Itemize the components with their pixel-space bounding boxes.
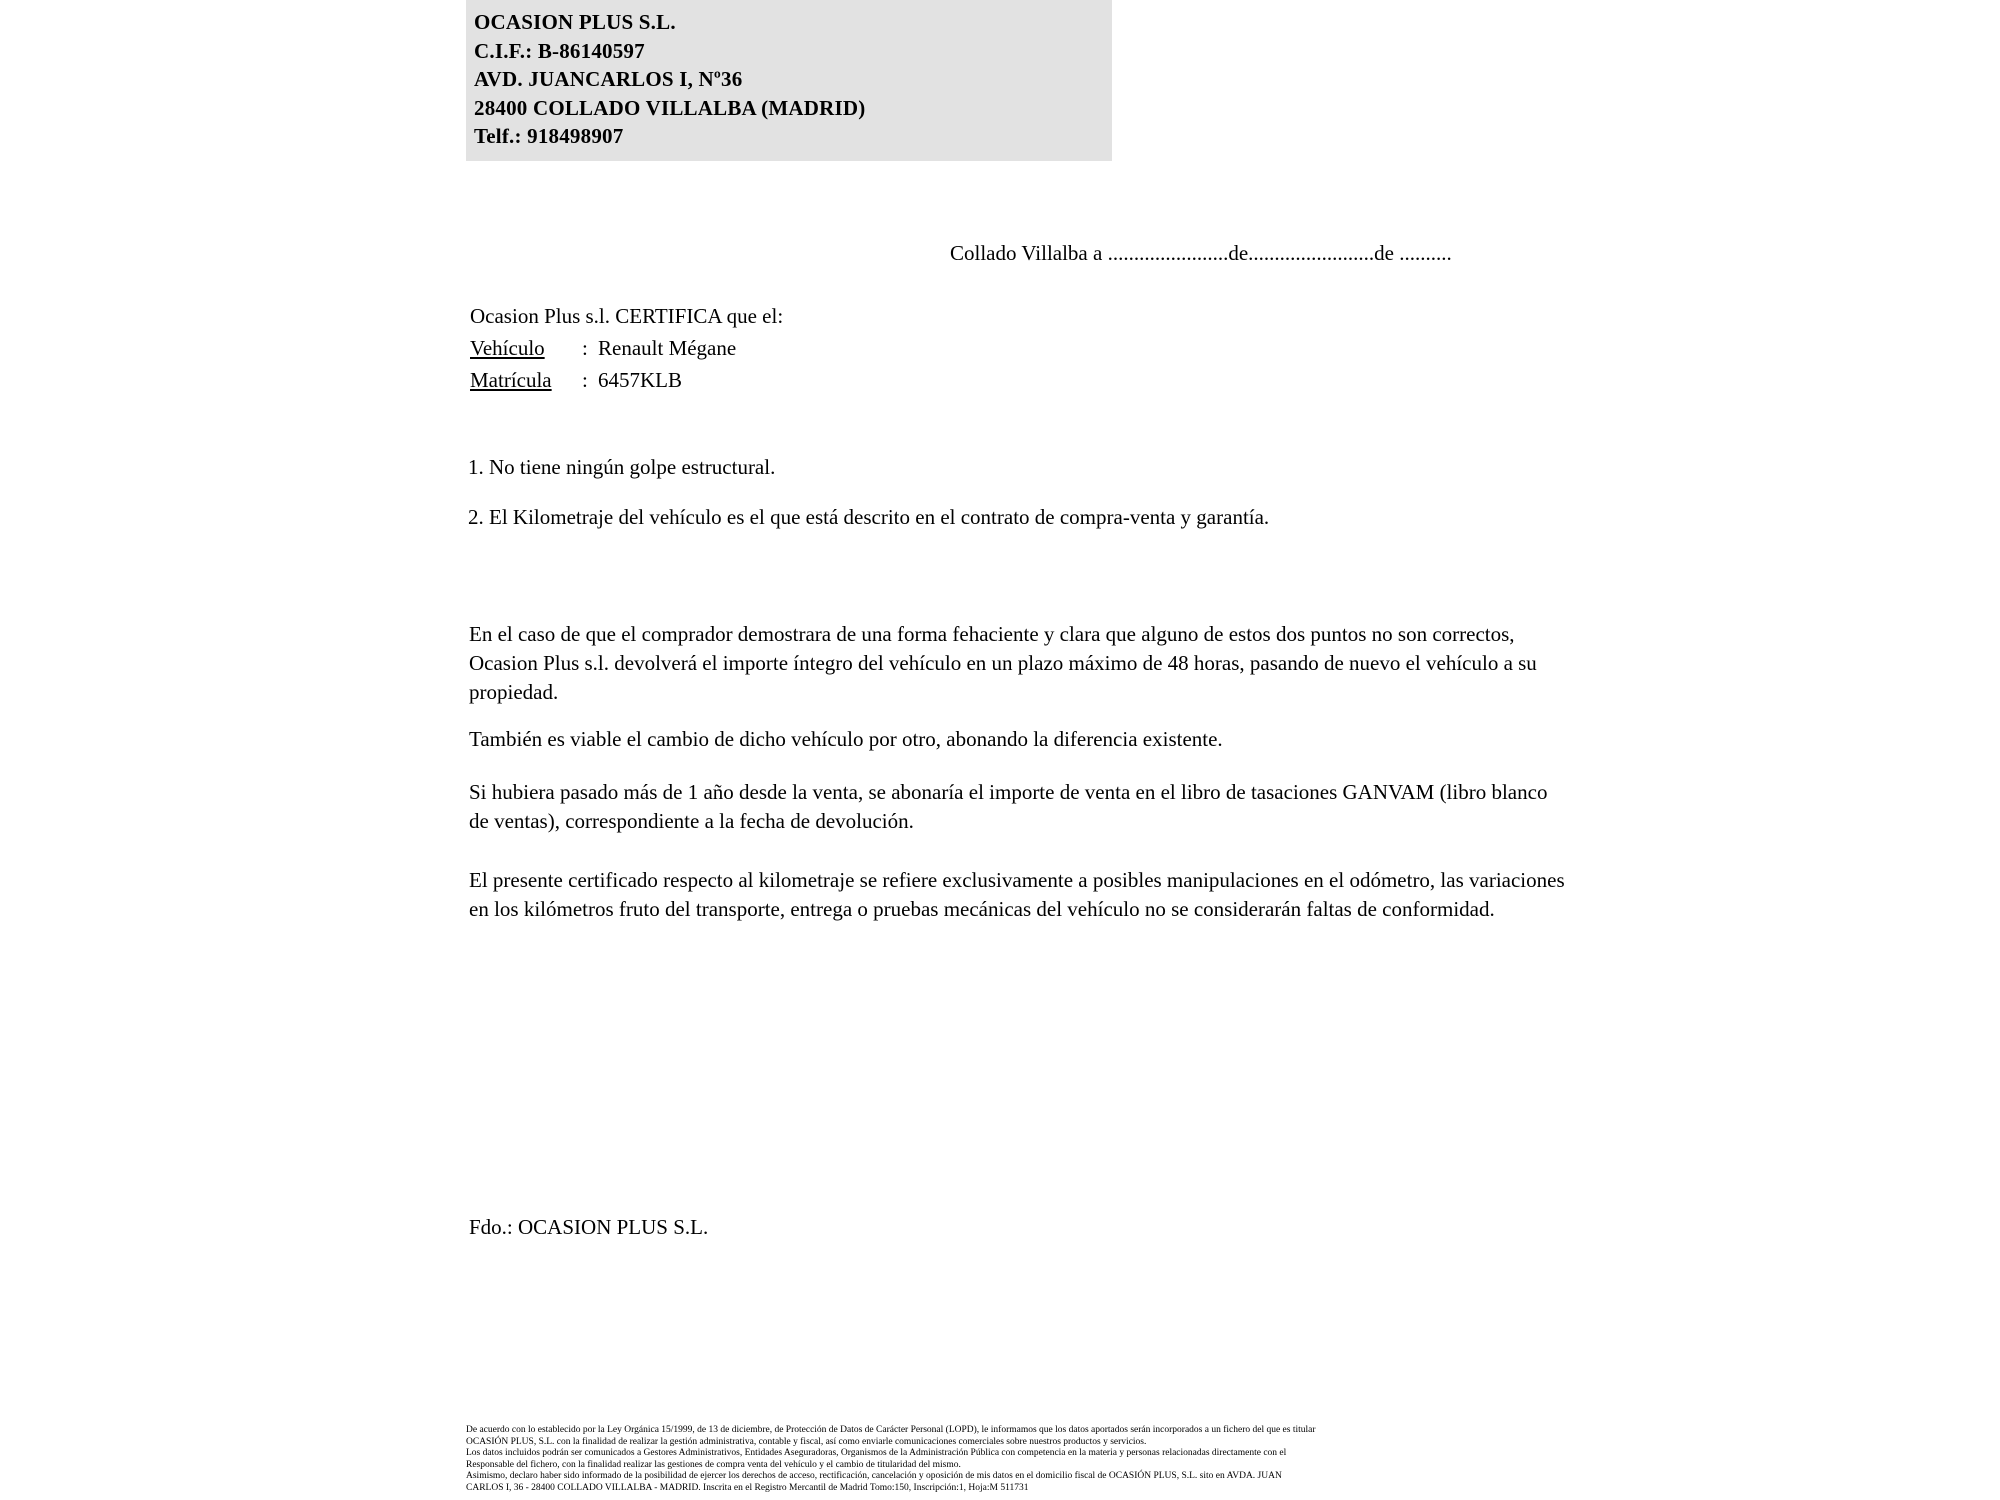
legal-line-5: Asimismo, declaro haber sido informado de la posibilidad de ejercer los derechos de acceso, rectificación, cancelación y oposición de mis datos en el domicilio fiscal de OCASIÓN PLUS, S.L. sito en AVDA. JUAN: [466, 1471, 1282, 1482]
legal-line-2: OCASIÓN PLUS, S.L. con la finalidad de realizar la gestión administrativa, contable y fiscal, así como enviarle comunicaciones comerciales sobre nuestros productos y servicios.: [466, 1436, 1147, 1447]
vehicle-label: Vehículo: [470, 336, 545, 360]
company-cif: C.I.F.: B-86140597: [474, 38, 645, 63]
legal-line-4: Responsable del fichero, con la finalidad realizar las gestiones de compra venta del vehículo y el cambio de titularidad del mismo.: [466, 1459, 961, 1470]
certification-block: [470, 300, 783, 396]
company-address: AVD. JUANCARLOS I, Nº36: [474, 67, 743, 91]
body-paragraph-1: En el caso de que el comprador demostrara de una forma fehaciente y clara que alguno de estos dos puntos no son correctos, Ocasion Plus s.l. devolverá el importe íntegro del vehículo en un plazo máximo de 48 horas, pasando de nuevo el vehículo a su propiedad.: [469, 622, 1537, 704]
legal-line-1: De acuerdo con lo establecido por la Ley Orgánica 15/1999, de 13 de diciembre, de Protección de Datos de Carácter Personal (LOPD), le informamos que los datos aportados serán incorporados a un fichero del que es titular: [466, 1425, 1316, 1435]
body-paragraph-4: El presente certificado respecto al kilometraje se refiere exclusivamente a posibles manipulaciones en el odómetro, las variaciones en los kilómetros fruto del transporte, entrega o pruebas mecánicas del vehículo no se considerarán faltas de conformidad.: [469, 868, 1565, 921]
vehicle-value: Renault Mégane: [598, 336, 737, 360]
plate-separator: :: [582, 368, 588, 392]
certification-intro: Ocasion Plus s.l. CERTIFICA que el:: [470, 304, 784, 328]
company-phone: Telf.: 918498907: [474, 124, 624, 148]
company-city: 28400 COLLADO VILLALBA (MADRID): [474, 95, 866, 120]
legal-line-6: CARLOS I, 36 - 28400 COLLADO VILLALBA - MADRID. Inscrita en el Registro Mercantil de Madrid Tomo:150, Inscripción:1, Hoja:M 511731: [466, 1482, 1029, 1493]
plate-value: 6457KLB: [598, 368, 682, 392]
date-line: Collado Villalba a .......................de........................de ..........: [950, 241, 1452, 265]
plate-row: [470, 364, 783, 396]
legal-footer: [466, 1425, 1556, 1495]
body-paragraph-3: Si hubiera pasado más de 1 año desde la venta, se abonaría el importe de venta en el libro de tasaciones GANVAM (libro blanco de ventas), correspondiente a la fecha de devolución.: [469, 780, 1548, 833]
plate-label: Matrícula: [470, 368, 552, 392]
certified-point-2: 2. El Kilometraje del vehículo es el que está descrito en el contrato de compra-venta y garantía.: [468, 505, 1270, 529]
signature-line: Fdo.: OCASION PLUS S.L.: [469, 1215, 709, 1239]
body-paragraph-2: También es viable el cambio de dicho vehículo por otro, abonando la diferencia existente.: [469, 727, 1223, 751]
vehicle-row: [470, 332, 783, 364]
vehicle-separator: :: [582, 336, 588, 360]
legal-line-3: Los datos incluidos podrán ser comunicados a Gestores Administrativos, Entidades Aseguradoras, Organismos de la Administración Pública con competencia en la materia y personas relacionadas directamente con el: [466, 1448, 1287, 1459]
certified-point-1: 1. No tiene ningún golpe estructural.: [468, 455, 776, 479]
company-name: OCASION PLUS S.L.: [474, 10, 676, 34]
letterhead-block: [466, 0, 1112, 161]
